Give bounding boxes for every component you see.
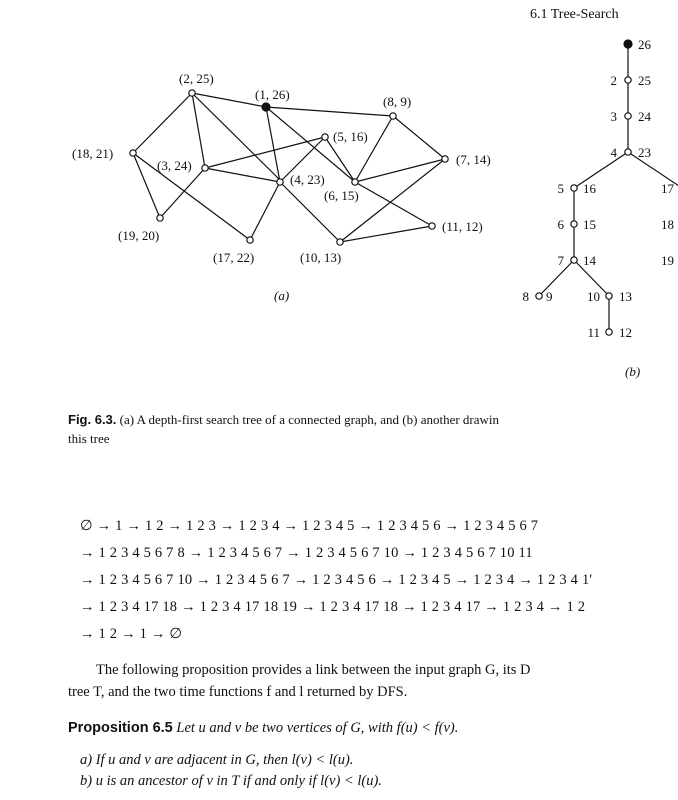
node-label-5: (5, 16) — [333, 129, 368, 144]
graph-a-labels — [72, 71, 491, 303]
figure-b-label: (b) — [625, 364, 641, 379]
tree-label-7-left: 7 — [557, 253, 564, 268]
tree-label-10-left: 10 — [587, 289, 600, 304]
node-label-3: (3, 24) — [157, 158, 192, 173]
proposition-title: Proposition 6.5 — [68, 720, 173, 736]
sequence-line-4: → 1 2 3 4 17 18 → 1 2 3 4 17 18 19 → 1 2 3 4 17 18 → 1 2 3 4 17 → 1 2 3 4 → 1 2 — [80, 599, 586, 615]
node-17 — [247, 237, 253, 243]
tree-node-11 — [606, 329, 612, 335]
caption-text-1: (a) A depth-first search tree of a connected graph, and (b) another drawin — [116, 412, 500, 427]
edge — [355, 116, 393, 182]
tree-b-labels — [523, 37, 675, 379]
edge — [205, 168, 280, 182]
node-7 — [442, 156, 448, 162]
tree-label-1-right: 26 — [638, 37, 651, 52]
tree-node-5 — [571, 185, 577, 191]
tree-label-8-left: 8 — [522, 289, 529, 304]
proposition-heading — [68, 720, 678, 737]
node-label-2: (2, 25) — [179, 71, 214, 86]
edge — [133, 93, 192, 153]
tree-node-7 — [571, 257, 577, 263]
edge — [266, 107, 280, 182]
node-label-11: (11, 12) — [442, 219, 483, 234]
node-label-18: (18, 21) — [72, 146, 114, 161]
edge — [160, 168, 205, 218]
paragraph-line-1: The following proposition provides a link between the input graph G, its D — [96, 662, 531, 678]
caption-label: Fig. 6.3. — [68, 412, 117, 427]
sequence-line-3: → 1 2 3 4 5 6 7 10 → 1 2 3 4 5 6 7 → 1 2 3 4 5 6 → 1 2 3 4 5 → 1 2 3 4 → 1 2 3 4 1' — [80, 572, 593, 588]
tree-node-1 — [624, 40, 632, 48]
tree-label-18-left: 18 — [661, 217, 674, 232]
tree-node-8 — [536, 293, 542, 299]
tree-label-8-right: 9 — [546, 289, 553, 304]
edge — [266, 107, 355, 182]
node-label-8: (8, 9) — [383, 94, 412, 109]
tree-label-4-right: 23 — [638, 145, 651, 160]
tree-node-4 — [625, 149, 631, 155]
tree-node-3 — [625, 113, 631, 119]
node-label-1: (1, 26) — [255, 87, 290, 102]
tree-label-4-left: 4 — [610, 145, 617, 160]
proposition-statement: Let u and v be two vertices of G, with f(u) < f(v). — [176, 720, 459, 736]
edge — [355, 182, 432, 226]
edge — [393, 116, 445, 159]
node-label-17: (17, 22) — [213, 250, 255, 265]
tree-label-6-right: 15 — [583, 217, 596, 232]
node-8 — [390, 113, 396, 119]
node-4 — [277, 179, 283, 185]
node-3 — [202, 165, 208, 171]
edge — [355, 159, 445, 182]
node-10 — [337, 239, 343, 245]
tree-label-3-right: 24 — [638, 109, 651, 124]
tree-label-6-left: 6 — [557, 217, 564, 232]
tree-label-7-right: 14 — [583, 253, 596, 268]
tree-label-19-left: 19 — [661, 253, 674, 268]
node-6 — [352, 179, 358, 185]
tree-label-11-left: 11 — [587, 325, 600, 340]
tree-label-11-right: 12 — [619, 325, 632, 340]
tree-node-10 — [606, 293, 612, 299]
sequence-line-2: → 1 2 3 4 5 6 7 8 → 1 2 3 4 5 6 7 → 1 2 3 4 5 6 7 10 → 1 2 3 4 5 6 7 10 11 — [80, 545, 533, 561]
node-label-6: (6, 15) — [324, 188, 359, 203]
caption-text-2: this tree — [68, 431, 110, 446]
proposition-item-a: a) If u and v are adjacent in G, then l(v) < l(u). — [80, 752, 354, 768]
figure-caption — [68, 410, 678, 448]
edge — [266, 107, 393, 116]
proposition-item-b: b) u is an ancestor of v in T if and only if l(v) < l(u). — [80, 773, 382, 789]
tree-edge — [539, 260, 574, 296]
node-label-10: (10, 13) — [300, 250, 342, 265]
tree-node-6 — [571, 221, 577, 227]
tree-label-2-right: 25 — [638, 73, 651, 88]
node-11 — [429, 223, 435, 229]
sequence-line-1: ∅ → 1 → 1 2 → 1 2 3 → 1 2 3 4 → 1 2 3 4 5 → 1 2 3 4 5 6 → 1 2 3 4 5 6 7 — [80, 518, 539, 534]
tree-label-3-left: 3 — [610, 109, 617, 124]
sequence-line-5: → 1 2 → 1 → ∅ — [80, 626, 183, 642]
tree-label-17-left: 17 — [661, 181, 674, 196]
paragraph-line-2: tree T, and the two time functions f and l returned by DFS. — [68, 684, 408, 700]
edge — [250, 182, 280, 240]
node-2 — [189, 90, 195, 96]
figure-a-label: (a) — [274, 288, 290, 303]
tree-label-2-left: 2 — [610, 73, 617, 88]
tree-label-10-right: 13 — [619, 289, 632, 304]
node-label-19: (19, 20) — [118, 228, 160, 243]
node-18 — [130, 150, 136, 156]
node-19 — [157, 215, 163, 221]
node-label-7: (7, 14) — [456, 152, 491, 167]
edge — [340, 226, 432, 242]
node-5 — [322, 134, 328, 140]
node-label-4: (4, 23) — [290, 172, 325, 187]
edge — [205, 137, 325, 168]
tree-node-2 — [625, 77, 631, 83]
running-header: 6.1 Tree-Search — [530, 7, 619, 22]
tree-label-5-right: 16 — [583, 181, 596, 196]
tree-label-5-left: 5 — [557, 181, 564, 196]
node-1 — [262, 103, 270, 111]
